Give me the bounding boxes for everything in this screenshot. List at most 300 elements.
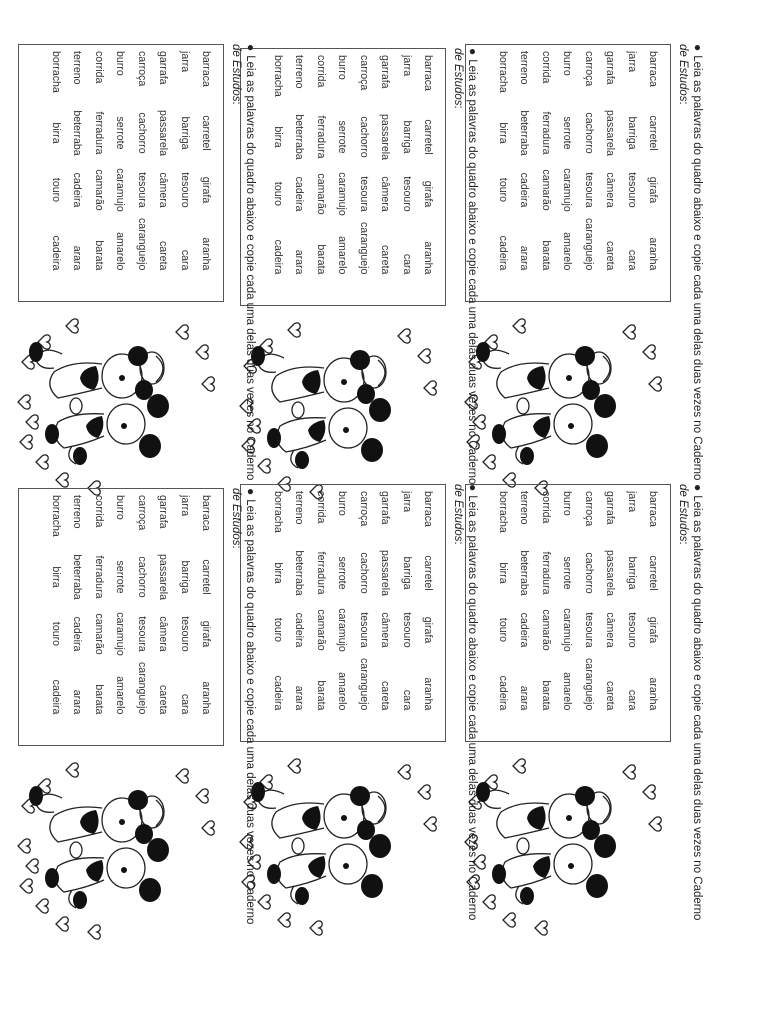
word-cell: aranha	[647, 677, 660, 711]
word-row	[310, 55, 332, 274]
heart-icon	[288, 323, 300, 337]
word-row	[67, 51, 89, 270]
heart-icon	[623, 325, 635, 339]
word-cell: burro	[336, 491, 349, 516]
word-cell: camarão	[539, 169, 552, 211]
word-cell: cara	[625, 689, 638, 711]
heart-icon	[258, 459, 270, 473]
word-cell: amarelo	[336, 672, 349, 711]
word-cell: burro	[561, 51, 574, 76]
word-cell: carroça	[135, 51, 148, 87]
heart-icon	[196, 345, 208, 359]
word-cell: cara	[400, 253, 413, 275]
bullet-icon: ●	[244, 44, 258, 52]
word-row	[267, 55, 289, 274]
word-cell: girafa	[200, 620, 213, 648]
mickey-and-minnie-hearts-illustration	[463, 306, 669, 498]
worksheet-card-content	[230, 480, 480, 940]
instruction-suffix: :	[230, 545, 242, 549]
word-cell: passarela	[157, 554, 170, 600]
word-cell: birra	[49, 122, 62, 144]
instruction-italic: de Estudos	[452, 48, 464, 106]
word-cell: barriga	[178, 560, 191, 594]
word-cell: barraca	[422, 55, 435, 91]
word-cell: cara	[400, 689, 413, 711]
word-cell: barriga	[625, 556, 638, 590]
word-row	[110, 495, 132, 714]
word-cell: borracha	[271, 491, 284, 533]
word-row	[131, 495, 153, 714]
word-cell: tesouro	[400, 612, 413, 648]
word-cell: arara	[71, 245, 84, 271]
instruction-text	[451, 48, 480, 488]
word-cell: jarra	[400, 55, 413, 77]
word-row	[45, 495, 67, 714]
word-cell: cadeira	[49, 235, 62, 271]
word-cell: birra	[271, 562, 284, 584]
word-cell: camarão	[314, 609, 327, 651]
heart-icon	[418, 349, 430, 363]
word-cell: barraca	[647, 491, 660, 527]
heart-icon	[88, 925, 100, 939]
word-row	[110, 51, 132, 270]
word-cell: carretel	[200, 559, 213, 595]
word-table	[492, 491, 664, 710]
word-cell: serrote	[114, 116, 127, 150]
mickey-and-minnie-hearts-illustration	[463, 746, 669, 938]
instruction-italic: de Estudos	[677, 44, 689, 102]
word-cell: carretel	[647, 555, 660, 591]
word-cell: caranguejo	[135, 662, 148, 715]
word-cell: serrote	[336, 556, 349, 590]
word-row	[621, 51, 643, 270]
word-cell: ferradura	[539, 551, 552, 595]
heart-icon	[258, 895, 270, 909]
worksheet-card-content	[455, 480, 705, 940]
word-cell: passarela	[604, 550, 617, 596]
word-cell: barata	[314, 244, 327, 275]
heart-icon	[424, 381, 436, 395]
word-row	[353, 55, 375, 274]
word-row	[88, 495, 110, 714]
word-cell: beterraba	[518, 110, 531, 156]
word-cell: borracha	[496, 51, 509, 93]
word-table	[267, 491, 439, 710]
word-cell: passarela	[379, 550, 392, 596]
word-row	[153, 51, 175, 270]
word-row	[492, 491, 514, 710]
instruction-suffix: :	[677, 101, 689, 105]
word-cell: caranguejo	[357, 222, 370, 275]
word-cell: cachorro	[357, 552, 370, 594]
word-cell: aranha	[200, 681, 213, 715]
word-cell: birra	[496, 122, 509, 144]
heart-icon	[643, 345, 655, 359]
word-cell: arara	[293, 685, 306, 711]
word-cell: terreno	[518, 51, 531, 85]
word-cell: cachorro	[582, 552, 595, 594]
word-cell: câmera	[604, 612, 617, 648]
word-cell: cadeira	[518, 172, 531, 208]
word-cell: beterraba	[293, 550, 306, 596]
word-cell: burro	[114, 495, 127, 520]
word-row	[514, 491, 536, 710]
word-cell: barata	[539, 240, 552, 271]
word-cell: barata	[539, 680, 552, 711]
word-cell: tesouro	[625, 172, 638, 208]
word-cell: terreno	[518, 491, 531, 525]
word-cell: ferradura	[539, 111, 552, 155]
word-cell: camarão	[539, 609, 552, 651]
instruction-text	[229, 488, 258, 928]
word-row	[535, 51, 557, 270]
heart-icon	[649, 377, 661, 391]
word-cell: caramujo	[336, 608, 349, 652]
word-cell: amarelo	[114, 676, 127, 715]
heart-icon	[513, 759, 525, 773]
word-cell: cachorro	[135, 112, 148, 154]
word-row	[310, 491, 332, 710]
word-cell: touro	[496, 617, 509, 643]
word-row	[514, 51, 536, 270]
instruction-prefix: Leia as palavras do quadro abaixo e copie cada uma delas duas vezes no Caderno	[691, 495, 703, 921]
bullet-icon: ●	[466, 48, 480, 56]
word-cell: carroça	[357, 491, 370, 527]
word-cell: tesoura	[357, 612, 370, 648]
bullet-icon: ●	[691, 484, 705, 492]
heart-icon	[398, 329, 410, 343]
word-cell: terreno	[293, 491, 306, 525]
word-cell: touro	[496, 177, 509, 203]
word-table	[492, 51, 664, 270]
word-row	[375, 55, 397, 274]
word-cell: aranha	[647, 237, 660, 271]
word-cell: câmera	[379, 176, 392, 212]
instruction-suffix: :	[230, 101, 242, 105]
word-cell: corrida	[92, 495, 105, 528]
heart-icon	[18, 839, 30, 853]
heart-icon	[310, 921, 322, 935]
worksheet-card	[8, 40, 258, 500]
word-row	[557, 51, 579, 270]
word-cell: caranguejo	[582, 658, 595, 711]
word-row	[353, 491, 375, 710]
word-cell: borracha	[49, 495, 62, 537]
word-cell: carroça	[582, 51, 595, 87]
word-row	[45, 51, 67, 270]
word-cell: amarelo	[561, 672, 574, 711]
word-cell: burro	[561, 491, 574, 516]
word-cell: corrida	[539, 51, 552, 84]
word-cell: beterraba	[293, 114, 306, 160]
word-row	[600, 51, 622, 270]
word-row	[67, 495, 89, 714]
word-cell: jarra	[178, 51, 191, 73]
instruction-prefix: Leia as palavras do quadro abaixo e copie cada uma delas duas vezes no Caderno	[244, 499, 256, 925]
word-row	[289, 491, 311, 710]
word-cell: jarra	[625, 51, 638, 73]
bullet-icon: ●	[691, 44, 705, 52]
word-cell: arara	[71, 689, 84, 715]
word-cell: serrote	[114, 560, 127, 594]
heart-icon	[288, 759, 300, 773]
word-cell: cadeira	[293, 176, 306, 212]
heart-icon	[424, 817, 436, 831]
word-cell: carretel	[647, 115, 660, 151]
word-row	[332, 55, 354, 274]
word-cell: cadeira	[71, 172, 84, 208]
word-cell: ferradura	[314, 115, 327, 159]
word-table	[45, 51, 217, 270]
word-cell: ferradura	[92, 555, 105, 599]
word-table	[267, 55, 439, 274]
word-cell: tesouro	[400, 176, 413, 212]
word-cell: carretel	[422, 119, 435, 155]
word-cell: garrafa	[157, 51, 170, 85]
word-row	[578, 491, 600, 710]
bullet-icon: ●	[466, 484, 480, 492]
word-cell: barraca	[647, 51, 660, 87]
word-row	[332, 491, 354, 710]
word-box	[18, 44, 224, 302]
word-box	[465, 44, 671, 302]
word-cell: amarelo	[336, 236, 349, 275]
word-cell: birra	[271, 126, 284, 148]
word-cell: tesoura	[582, 172, 595, 208]
bullet-icon: ●	[244, 488, 258, 496]
word-cell: barraca	[200, 51, 213, 87]
instruction-italic: de Estudos	[230, 44, 242, 102]
instruction-prefix: Leia as palavras do quadro abaixo e copie cada uma delas duas vezes no Caderno	[244, 55, 256, 481]
word-row	[557, 491, 579, 710]
word-cell: caramujo	[114, 168, 127, 212]
worksheet-card	[455, 40, 705, 500]
word-cell: tesoura	[135, 616, 148, 652]
word-cell: arara	[518, 685, 531, 711]
heart-icon	[20, 879, 32, 893]
instruction-text	[451, 484, 480, 924]
word-cell: carretel	[200, 115, 213, 151]
heart-icon	[196, 789, 208, 803]
word-row	[267, 491, 289, 710]
word-cell: serrote	[336, 120, 349, 154]
word-row	[153, 495, 175, 714]
heart-icon	[418, 785, 430, 799]
word-cell: barraca	[422, 491, 435, 527]
heart-icon	[202, 377, 214, 391]
word-cell: jarra	[625, 491, 638, 513]
word-row	[621, 491, 643, 710]
word-row	[174, 495, 196, 714]
word-cell: cadeira	[496, 675, 509, 711]
word-cell: burro	[114, 51, 127, 76]
instruction-suffix: :	[452, 105, 464, 109]
word-cell: barraca	[200, 495, 213, 531]
word-cell: borracha	[496, 491, 509, 533]
word-cell: barriga	[400, 120, 413, 154]
word-cell: touro	[271, 181, 284, 207]
word-cell: careta	[379, 244, 392, 275]
word-row	[492, 51, 514, 270]
heart-icon	[649, 817, 661, 831]
heart-icon	[202, 821, 214, 835]
heart-icon	[66, 319, 78, 333]
word-cell: garrafa	[379, 491, 392, 525]
instruction-text	[229, 44, 258, 484]
instruction-prefix: Leia as palavras do quadro abaixo e copie cada uma delas duas vezes no Caderno	[466, 495, 478, 921]
heart-icon	[66, 763, 78, 777]
word-cell: garrafa	[604, 51, 617, 85]
word-cell: camarão	[92, 169, 105, 211]
instruction-italic: de Estudos	[677, 484, 689, 542]
instruction-suffix: :	[677, 541, 689, 545]
word-cell: camarão	[92, 613, 105, 655]
word-cell: cara	[178, 249, 191, 271]
worksheet-card-content	[8, 40, 258, 500]
worksheet-card-content	[455, 40, 705, 500]
word-cell: cara	[625, 249, 638, 271]
word-row	[289, 55, 311, 274]
word-cell: câmera	[157, 172, 170, 208]
word-cell: girafa	[422, 180, 435, 208]
heart-icon	[18, 395, 30, 409]
word-cell: tesoura	[135, 172, 148, 208]
word-cell: jarra	[400, 491, 413, 513]
word-row	[418, 491, 440, 710]
word-cell: caramujo	[561, 608, 574, 652]
word-cell: tesoura	[582, 612, 595, 648]
word-cell: girafa	[647, 616, 660, 644]
heart-icon	[643, 785, 655, 799]
word-cell: careta	[379, 680, 392, 711]
word-cell: aranha	[200, 237, 213, 271]
instruction-prefix: Leia as palavras do quadro abaixo e copie cada uma delas duas vezes no Caderno	[691, 55, 703, 481]
word-cell: garrafa	[379, 55, 392, 89]
word-cell: girafa	[647, 176, 660, 204]
word-cell: aranha	[422, 241, 435, 275]
mickey-and-minnie-hearts-illustration	[16, 306, 222, 498]
word-cell: cara	[178, 693, 191, 715]
heart-icon	[513, 319, 525, 333]
word-table	[45, 495, 217, 714]
word-cell: garrafa	[604, 491, 617, 525]
word-cell: câmera	[157, 616, 170, 652]
word-cell: touro	[271, 617, 284, 643]
instruction-italic: de Estudos	[452, 484, 464, 542]
word-cell: carretel	[422, 555, 435, 591]
word-cell: beterraba	[71, 554, 84, 600]
word-cell: terreno	[293, 55, 306, 89]
word-cell: borracha	[271, 55, 284, 97]
heart-icon	[483, 455, 495, 469]
word-cell: tesouro	[178, 616, 191, 652]
word-cell: tesouro	[178, 172, 191, 208]
word-row	[600, 491, 622, 710]
word-cell: borracha	[49, 51, 62, 93]
word-cell: cadeira	[496, 235, 509, 271]
word-row	[578, 51, 600, 270]
heart-icon	[483, 895, 495, 909]
instruction-italic: de Estudos	[230, 488, 242, 546]
word-cell: carroça	[357, 55, 370, 91]
heart-icon	[398, 765, 410, 779]
word-cell: caranguejo	[135, 218, 148, 271]
heart-icon	[56, 917, 68, 931]
word-cell: serrote	[561, 556, 574, 590]
heart-icon	[26, 415, 38, 429]
instruction-prefix: Leia as palavras do quadro abaixo e copie cada uma delas duas vezes no Caderno	[466, 59, 478, 485]
word-row	[643, 491, 665, 710]
word-row	[174, 51, 196, 270]
heart-icon	[36, 455, 48, 469]
word-cell: cadeira	[71, 616, 84, 652]
word-cell: tesouro	[625, 612, 638, 648]
instruction-suffix: :	[452, 541, 464, 545]
word-row	[196, 51, 218, 270]
word-cell: caranguejo	[582, 218, 595, 271]
word-cell: arara	[293, 249, 306, 275]
word-cell: corrida	[539, 491, 552, 524]
word-cell: caramujo	[561, 168, 574, 212]
word-cell: câmera	[604, 172, 617, 208]
word-cell: cachorro	[582, 112, 595, 154]
word-cell: cachorro	[357, 116, 370, 158]
word-cell: jarra	[178, 495, 191, 517]
word-box	[465, 484, 671, 742]
word-cell: touro	[49, 621, 62, 647]
word-cell: cadeira	[293, 612, 306, 648]
mickey-and-minnie-hearts-illustration	[16, 750, 222, 942]
mickey-and-minnie-hearts-illustration	[238, 746, 444, 938]
word-cell: ferradura	[314, 551, 327, 595]
word-cell: passarela	[157, 110, 170, 156]
word-cell: amarelo	[114, 232, 127, 271]
word-cell: caranguejo	[357, 658, 370, 711]
instruction-text	[676, 484, 705, 924]
word-cell: arara	[518, 245, 531, 271]
word-cell: careta	[604, 680, 617, 711]
word-cell: barata	[92, 684, 105, 715]
heart-icon	[36, 899, 48, 913]
word-cell: cadeira	[49, 679, 62, 715]
word-cell: terreno	[71, 51, 84, 85]
word-row	[375, 491, 397, 710]
word-row	[88, 51, 110, 270]
worksheet-card	[230, 44, 480, 504]
word-cell: cadeira	[271, 239, 284, 275]
heart-icon	[176, 769, 188, 783]
heart-icon	[26, 859, 38, 873]
word-row	[535, 491, 557, 710]
heart-icon	[503, 913, 515, 927]
word-cell: serrote	[561, 116, 574, 150]
heart-icon	[20, 435, 32, 449]
word-row	[643, 51, 665, 270]
word-cell: beterraba	[71, 110, 84, 156]
instruction-text	[676, 44, 705, 484]
word-cell: amarelo	[561, 232, 574, 271]
word-cell: terreno	[71, 495, 84, 529]
worksheet-card-content	[8, 484, 258, 944]
word-cell: birra	[49, 566, 62, 588]
word-cell: carroça	[582, 491, 595, 527]
word-cell: passarela	[604, 110, 617, 156]
word-cell: cadeira	[271, 675, 284, 711]
word-cell: barriga	[625, 116, 638, 150]
word-cell: girafa	[422, 616, 435, 644]
word-cell: garrafa	[157, 495, 170, 529]
word-box	[240, 484, 446, 742]
